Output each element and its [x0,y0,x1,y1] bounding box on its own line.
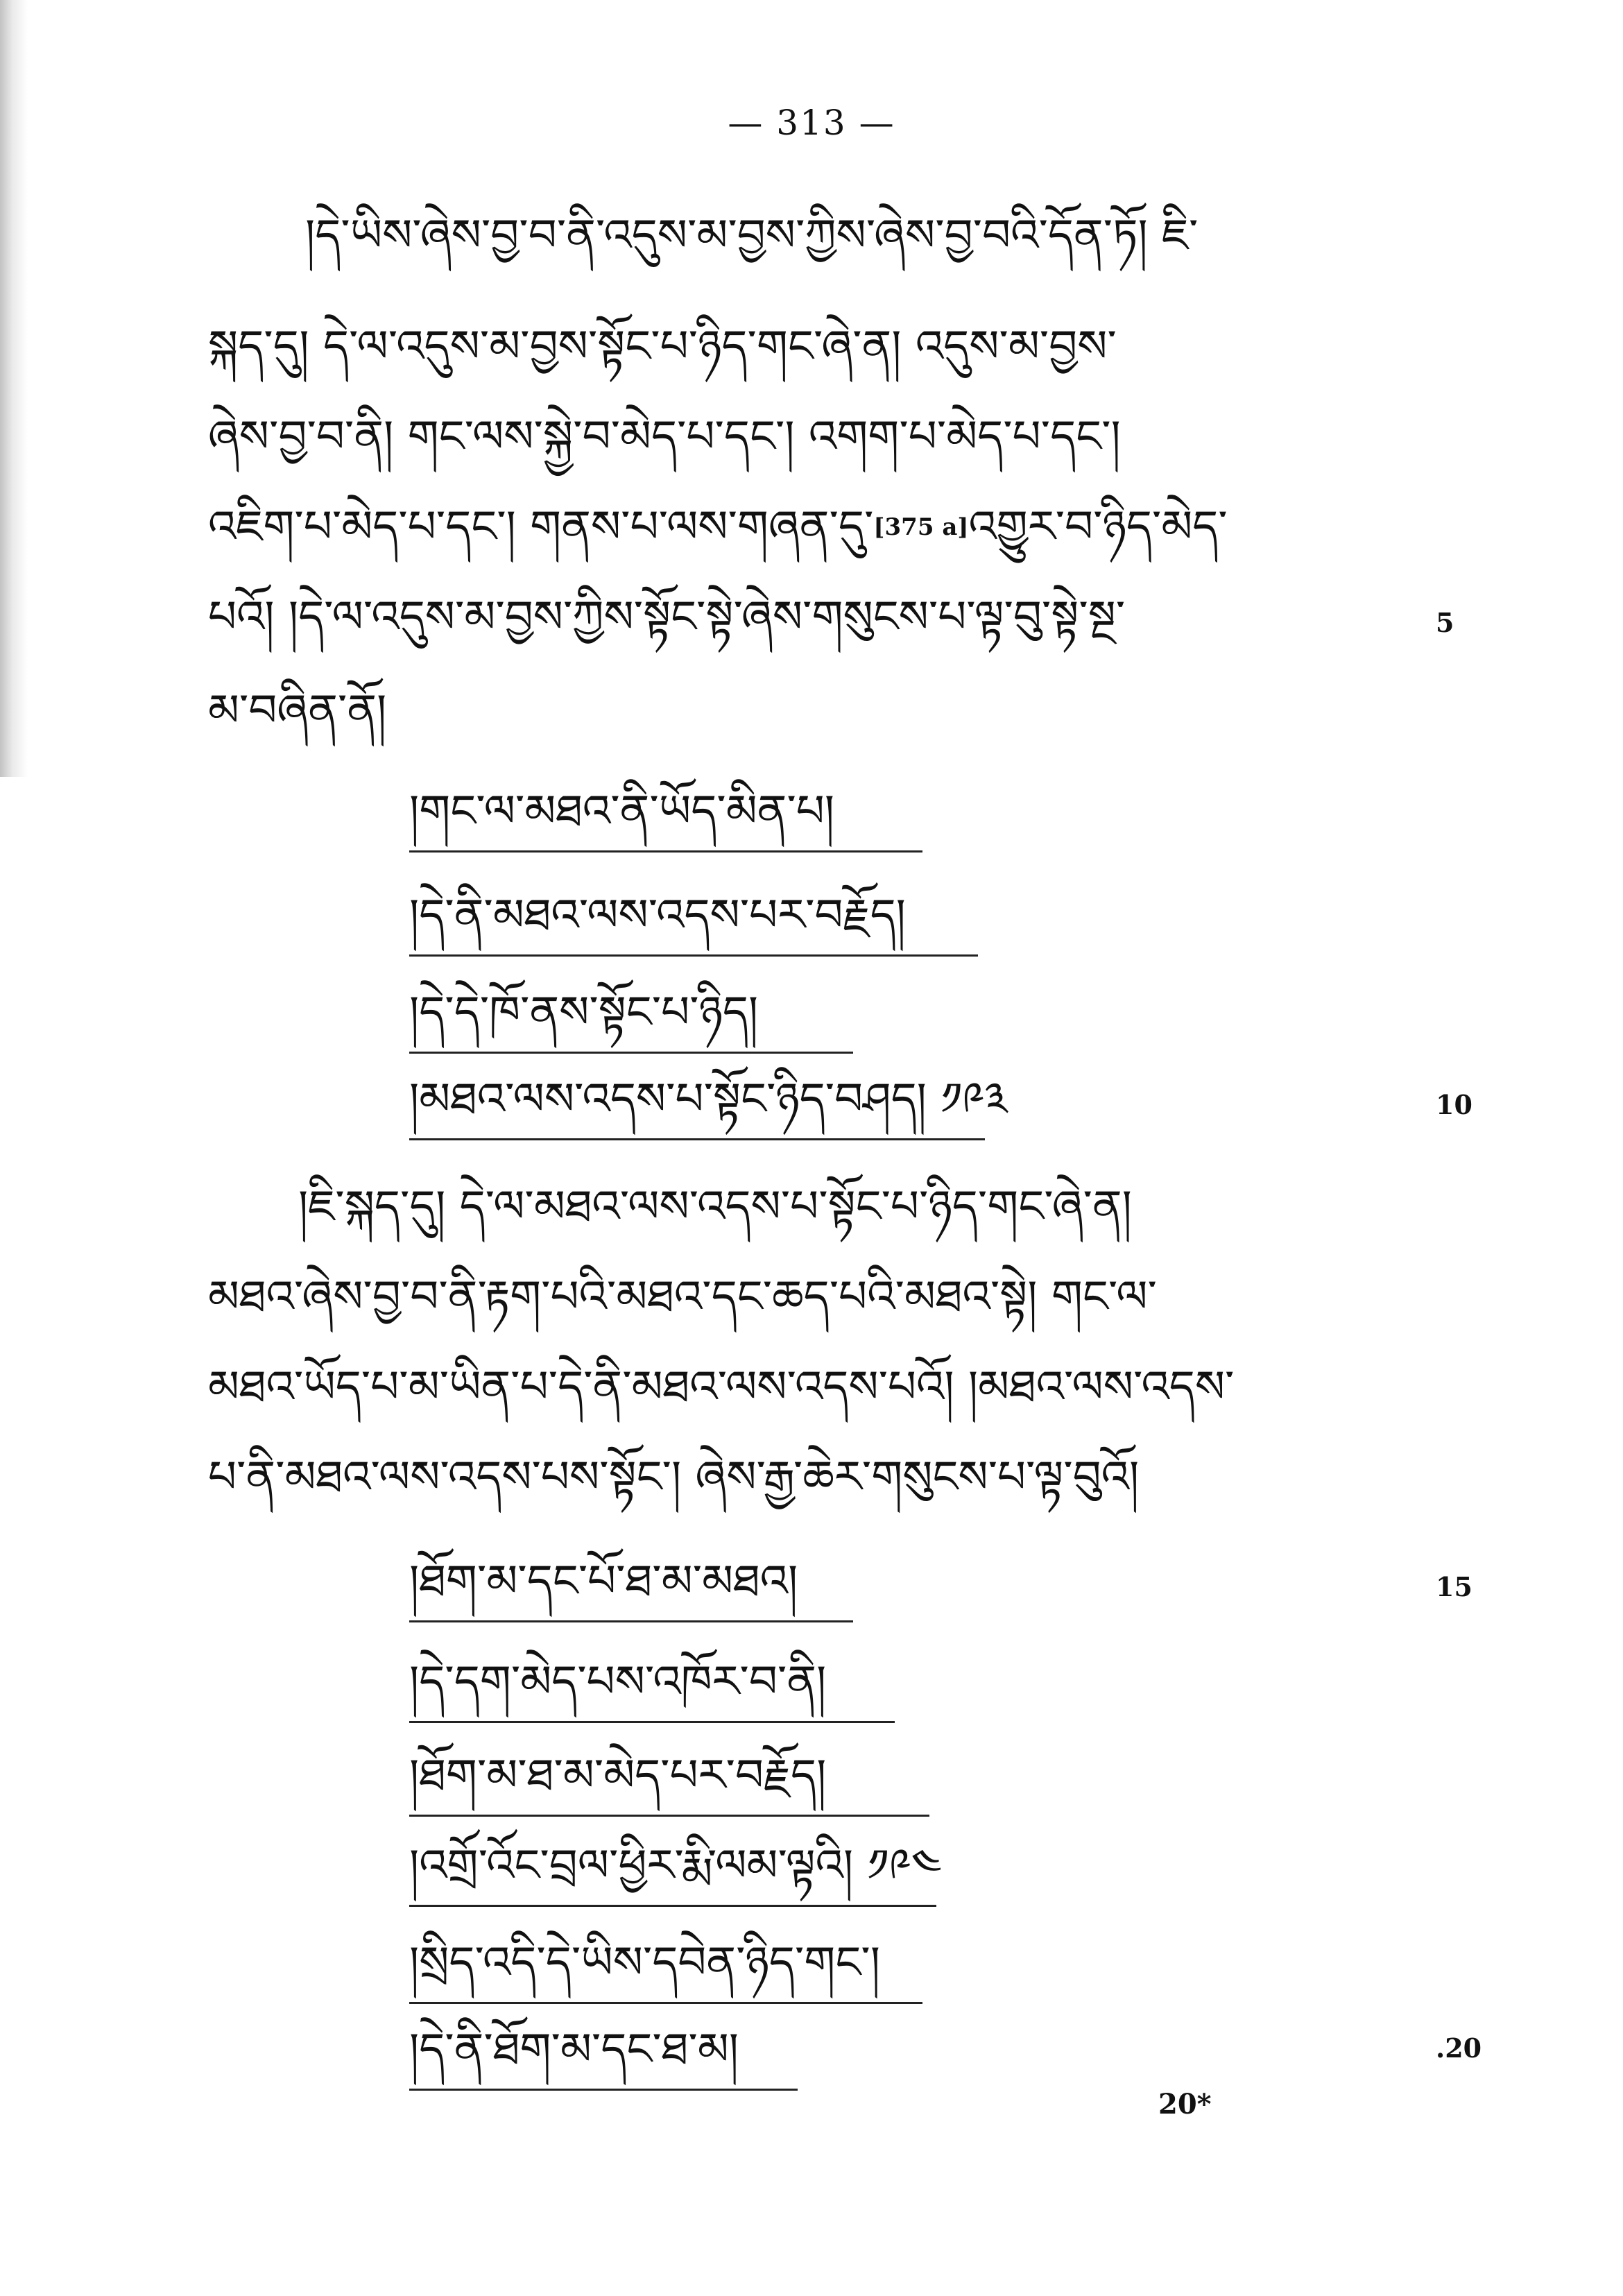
line-number: 5 [1436,607,1454,638]
verse-line: །དེ་ནི་ཐོག་མ་དང་ཐ་མ། [409,2015,798,2091]
verse-line: །དེ་ནི་མཐའ་ལས་འདས་པར་བརྗོད། [409,881,978,957]
prose-line: པའོ། །དེ་ལ་འདུས་མ་བྱས་ཀྱིས་སྟོང་སྟེ་ཞེས་གསུངས་པ་ལྟ་བུ་སྟེ་སྔ་ [208,592,1126,643]
verse-line: །དེ་དེ་ཁོ་ནས་སྟོང་པ་ཉིད། [409,978,853,1054]
verse-line: །ཐོག་མ་དང་པོ་ཐ་མ་མཐའ། [409,1547,853,1622]
line-number: 15 [1436,1571,1472,1602]
prose-line [208,492,1228,562]
prose-line: སྐད་དུ། དེ་ལ་འདུས་མ་བྱས་སྟོང་པ་ཉིད་གང་ཞེ་ན། འདུས་མ་བྱས་ [208,321,1117,372]
verse-line: །མཐའ་ལས་འདས་པ་སྟོང་ཉིད་བཤད། ༡༩༣ [409,1065,985,1140]
verse-line: །གང་ལ་མཐའ་ནི་ཡོད་མིན་པ། [409,777,922,853]
page-number: — 313 — [728,103,895,143]
prose-line: །ཇི་སྐད་དུ། དེ་ལ་མཐའ་ལས་འདས་པ་སྟོང་པ་ཉིད་གང་ཞེ་ན། [298,1181,1132,1233]
prose-line: ཞེས་བྱ་བ་ནི། གང་ལས་སྐྱེ་བ་མེད་པ་དང་། འགག་པ་མེད་པ་དང་། [208,411,1121,463]
prose-line: མཐའ་ཞེས་བྱ་བ་ནི་རྟག་པའི་མཐའ་དང་ཆད་པའི་མཐའ་སྟེ། གང་ལ་ [208,1271,1157,1323]
prose-line: པ་ནི་མཐའ་ལས་འདས་པས་སྟོང་། ཞེས་རྒྱ་ཆེར་གསུངས་པ་ལྟ་བུའོ། [208,1452,1140,1503]
prose-line: །དེ་ཡིས་ཞེས་བྱ་བ་ནི་འདུས་མ་བྱས་ཀྱིས་ཞེས་བྱ་བའི་དོན་ཏོ། ཇི་ [305,210,1199,262]
line-number: .20 [1436,2032,1482,2064]
folio-reference: [375 a] [873,513,969,541]
signature-mark: 20* [1158,2088,1212,2121]
prose-line: མཐའ་ཡོད་པ་མ་ཡིན་པ་དེ་ནི་མཐའ་ལས་འདས་པའོ། །མཐའ་ལས་འདས་ [208,1362,1235,1413]
prose-text: འཇིག་པ་མེད་པ་དང་། གནས་པ་ལས་གཞན་དུ་ [208,502,874,553]
prose-line: མ་བཞིན་ནོ། [208,685,387,737]
line-number: 10 [1436,1089,1472,1120]
verse-line: །དེ་དག་མེད་པས་འཁོར་བ་ནི། [409,1647,895,1723]
verse-line: །ཐོག་མ་ཐ་མ་མེད་པར་བརྗོད། [409,1741,929,1817]
prose-text: འགྱུར་བ་ཉིད་མེད་ [968,502,1228,553]
verse-line: །སྲིད་འདི་དེ་ཡིས་དབེན་ཉིད་གང་། [409,1928,922,2004]
verse-line: །འགྲོ་འོང་བྲལ་ཕྱིར་རྨི་ལམ་ལྟའི། ༡༩༤ [409,1831,936,1907]
